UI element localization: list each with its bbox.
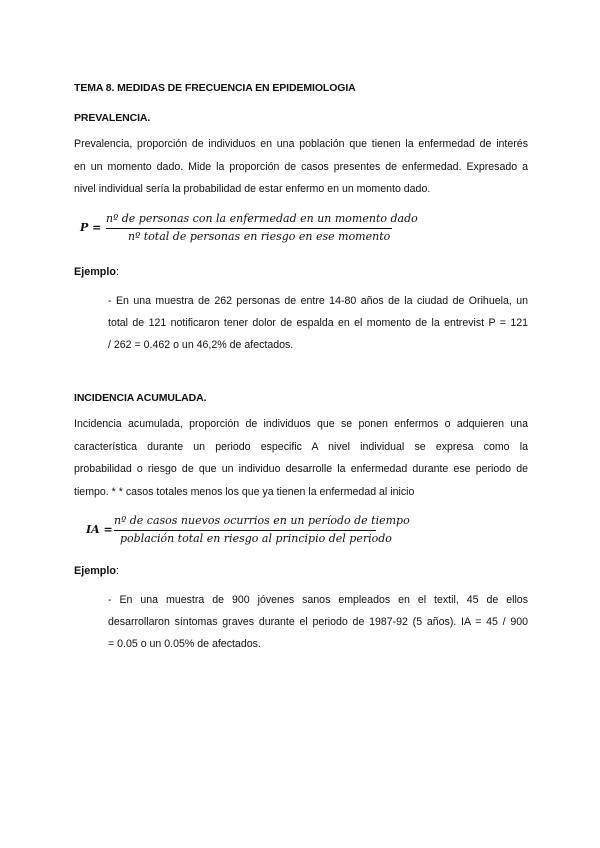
formula-numerator: nº de personas con la enfermedad en un momento dado	[106, 212, 418, 225]
prevalencia-formula	[80, 210, 418, 246]
example-line: - En una muestra de 262 personas de entre 14-80 años de la ciudad de Orihuela, un	[108, 295, 528, 307]
paragraph-line: tiempo. * * casos totales menos los que ya tienen la enfermedad al inicio	[74, 485, 415, 498]
formula-denominator: nº total de personas en riesgo en ese momento	[128, 230, 391, 243]
example-label-text: Ejemplo	[74, 266, 116, 278]
prevalencia-heading: PREVALENCIA.	[74, 112, 151, 124]
example-line: / 262 = 0.462 o un 46,2% de afectados.	[108, 339, 294, 351]
paragraph-line: probabilidad o riesgo de que un individuo desarrolle la enfermedad durante ese periodo de	[74, 463, 528, 475]
paragraph-line: nivel individual sería la probabilidad de estar enfermo en un momento dado.	[74, 183, 431, 195]
formula-denominator: población total en riesgo al principio del periodo	[120, 532, 392, 545]
example-label-colon: :	[116, 565, 119, 577]
formula-lhs: P =	[80, 221, 102, 234]
paragraph-line: Incidencia acumulada, proporción de individuos que se ponen enfermos o adquieren una	[74, 418, 528, 430]
fraction-bar	[106, 228, 392, 229]
document-title: TEMA 8. MEDIDAS DE FRECUENCIA EN EPIDEMIOLOGIA	[74, 82, 356, 94]
example-line: total de 121 notificaron tener dolor de espalda en el momento de la entrevist P = 121	[108, 317, 528, 329]
prevalencia-example	[108, 290, 528, 356]
example-label-colon: :	[116, 266, 119, 278]
prevalencia-paragraph	[74, 133, 528, 201]
incidencia-paragraph	[74, 413, 528, 503]
prevalencia-example-label	[74, 266, 119, 278]
example-line: - En una muestra de 900 jóvenes sanos empleados en el textil, 45 de ellos	[108, 594, 528, 606]
example-line: desarrollaron síntomas graves durante el periodo de 1987-92 (5 años). IA = 45 / 900	[108, 616, 528, 628]
incidencia-example-label	[74, 565, 119, 577]
paragraph-line: Prevalencia, proporción de individuos en una población que tienen la enfermedad de interés	[74, 138, 528, 150]
fraction-bar	[114, 530, 376, 531]
incidencia-formula	[86, 512, 410, 548]
incidencia-example	[108, 589, 528, 655]
example-label-text: Ejemplo	[74, 565, 116, 577]
incidencia-heading: INCIDENCIA ACUMULADA.	[74, 392, 207, 404]
example-line: = 0.05 o un 0.05% de afectados.	[108, 638, 261, 650]
formula-lhs: IA =	[86, 523, 113, 536]
paragraph-line: característica durante un periodo especific A nivel individual se expresa como la	[74, 440, 528, 453]
formula-numerator: nº de casos nuevos ocurrios en un período de tiempo	[114, 514, 410, 527]
paragraph-line: en un momento dado. Mide la proporción de casos presentes de enfermedad. Expresado a	[74, 160, 528, 173]
